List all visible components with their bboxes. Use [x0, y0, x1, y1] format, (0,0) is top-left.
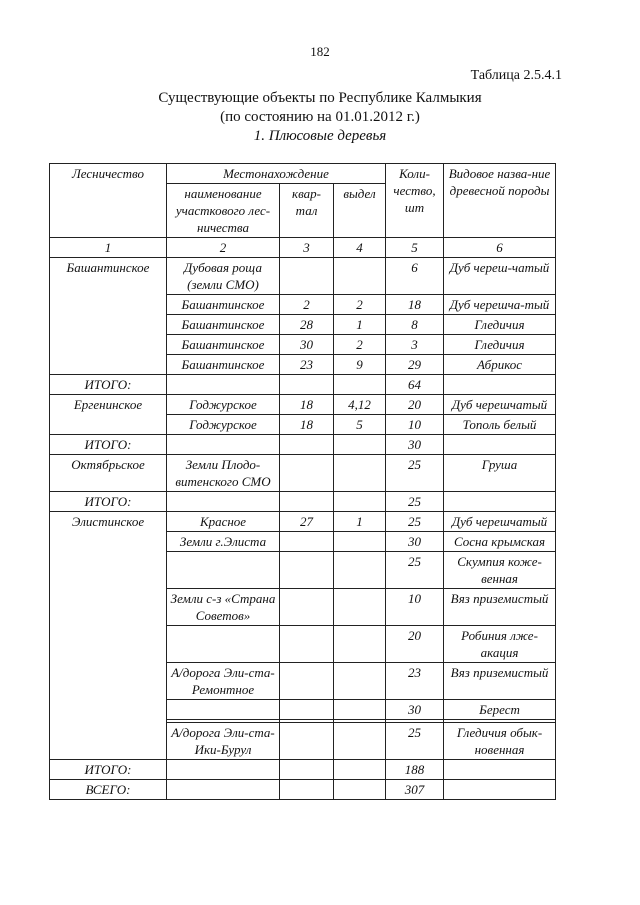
table-row — [50, 700, 556, 720]
cell-qty: 29 — [386, 355, 444, 375]
cell-species: Вяз приземистый — [444, 663, 556, 700]
cell-qty: 3 — [386, 335, 444, 355]
header-forestry: Лесничество — [50, 164, 167, 238]
cell-allotment — [334, 780, 386, 800]
cell-quarter — [280, 375, 334, 395]
table-row — [50, 355, 556, 375]
cell-quarter — [280, 723, 334, 760]
column-number: 3 — [280, 238, 334, 258]
table-row — [50, 375, 556, 395]
cell-name: Башантинское — [167, 335, 280, 355]
cell-forestry — [50, 700, 167, 720]
cell-name: Башантинское — [167, 355, 280, 375]
table-row — [50, 455, 556, 492]
cell-forestry — [50, 295, 167, 315]
cell-allotment — [334, 435, 386, 455]
column-number: 4 — [334, 238, 386, 258]
cell-species: Гледичия обык-новенная — [444, 723, 556, 760]
cell-species: Дуб череш-чатый — [444, 258, 556, 295]
cell-qty: 25 — [386, 512, 444, 532]
cell-allotment — [334, 258, 386, 295]
cell-allotment — [334, 375, 386, 395]
cell-allotment: 2 — [334, 295, 386, 315]
table-row — [50, 395, 556, 415]
cell-name — [167, 492, 280, 512]
page-title: Существующие объекты по Республике Калмыкия — [158, 90, 482, 106]
cell-name — [167, 435, 280, 455]
cell-species: Сосна крымская — [444, 532, 556, 552]
table-row — [50, 723, 556, 760]
table-row — [50, 415, 556, 435]
cell-quarter — [280, 455, 334, 492]
cell-qty: 6 — [386, 258, 444, 295]
cell-qty: 30 — [386, 435, 444, 455]
cell-species: Дуб черешчатый — [444, 395, 556, 415]
cell-forestry — [50, 532, 167, 552]
cell-allotment: 1 — [334, 315, 386, 335]
column-number: 2 — [167, 238, 280, 258]
cell-forestry — [50, 663, 167, 700]
table-row — [50, 532, 556, 552]
cell-name: Годжурское — [167, 395, 280, 415]
cell-qty: 307 — [386, 780, 444, 800]
cell-forestry: ИТОГО: — [50, 435, 167, 455]
cell-qty: 8 — [386, 315, 444, 335]
table-row — [50, 258, 556, 295]
cell-allotment — [334, 492, 386, 512]
table-row — [50, 760, 556, 780]
cell-forestry — [50, 415, 167, 435]
cell-species: Скумпия коже-венная — [444, 552, 556, 589]
cell-quarter — [280, 532, 334, 552]
cell-qty: 10 — [386, 415, 444, 435]
cell-qty: 30 — [386, 532, 444, 552]
table-row — [50, 552, 556, 589]
table-row — [50, 512, 556, 532]
cell-allotment — [334, 700, 386, 720]
cell-forestry — [50, 552, 167, 589]
cell-allotment — [334, 532, 386, 552]
cell-species: Тополь белый — [444, 415, 556, 435]
cell-species: Дуб черешчатый — [444, 512, 556, 532]
cell-forestry: Элистинское — [50, 512, 167, 532]
cell-species — [444, 780, 556, 800]
table-row — [50, 492, 556, 512]
cell-qty: 20 — [386, 395, 444, 415]
cell-quarter — [280, 552, 334, 589]
cell-name: Земли Плодо-витенского СМО — [167, 455, 280, 492]
cell-forestry — [50, 335, 167, 355]
cell-species: Вяз приземистый — [444, 589, 556, 626]
cell-qty: 188 — [386, 760, 444, 780]
header-location: Местонахождение — [167, 164, 386, 184]
header-quarter: квар-тал — [280, 184, 334, 238]
header-row — [50, 164, 556, 184]
cell-name: Башантинское — [167, 295, 280, 315]
cell-name: А/дорога Эли-ста-Ики-Бурул — [167, 723, 280, 760]
cell-quarter — [280, 780, 334, 800]
cell-forestry: ВСЕГО: — [50, 780, 167, 800]
column-number: 1 — [50, 238, 167, 258]
cell-name: Земли г.Элиста — [167, 532, 280, 552]
cell-quarter: 28 — [280, 315, 334, 335]
page-subtitle: (по состоянию на 01.01.2012 г.) — [220, 109, 420, 125]
cell-qty: 23 — [386, 663, 444, 700]
cell-allotment — [334, 663, 386, 700]
cell-allotment: 1 — [334, 512, 386, 532]
cell-forestry: Ергенинское — [50, 395, 167, 415]
cell-species: Абрикос — [444, 355, 556, 375]
table-row — [50, 335, 556, 355]
cell-forestry — [50, 355, 167, 375]
table-row — [50, 780, 556, 800]
table-row — [50, 589, 556, 626]
table-row — [50, 435, 556, 455]
cell-quarter — [280, 258, 334, 295]
cell-forestry — [50, 315, 167, 335]
cell-species — [444, 375, 556, 395]
cell-qty: 25 — [386, 492, 444, 512]
cell-allotment — [334, 589, 386, 626]
section-heading: 1. Плюсовые деревья — [253, 128, 387, 144]
cell-quarter — [280, 589, 334, 626]
cell-quarter — [280, 700, 334, 720]
cell-qty: 25 — [386, 723, 444, 760]
cell-name — [167, 760, 280, 780]
cell-quarter — [280, 435, 334, 455]
cell-species: Груша — [444, 455, 556, 492]
header-district-name: наименование участкового лес-ничества — [167, 184, 280, 238]
cell-forestry: ИТОГО: — [50, 760, 167, 780]
cell-forestry — [50, 589, 167, 626]
cell-species: Берест — [444, 700, 556, 720]
cell-forestry: Башантинское — [50, 258, 167, 295]
table-row — [50, 315, 556, 335]
cell-species: Дуб черешча-тый — [444, 295, 556, 315]
table-number: Таблица 2.5.4.1 — [470, 68, 562, 83]
cell-qty: 10 — [386, 589, 444, 626]
cell-quarter: 2 — [280, 295, 334, 315]
table-row — [50, 295, 556, 315]
cell-quarter — [280, 492, 334, 512]
cell-quarter: 18 — [280, 415, 334, 435]
cell-allotment — [334, 552, 386, 589]
cell-species — [444, 492, 556, 512]
plus-trees-table — [49, 163, 556, 800]
cell-allotment — [334, 455, 386, 492]
cell-name: Дубовая роща (земли СМО) — [167, 258, 280, 295]
cell-species: Робиния лже-акация — [444, 626, 556, 663]
cell-forestry — [50, 626, 167, 663]
cell-quarter: 27 — [280, 512, 334, 532]
cell-allotment: 5 — [334, 415, 386, 435]
cell-qty: 20 — [386, 626, 444, 663]
cell-forestry: Октябрьское — [50, 455, 167, 492]
cell-allotment — [334, 723, 386, 760]
cell-quarter — [280, 760, 334, 780]
cell-qty: 25 — [386, 552, 444, 589]
cell-species — [444, 435, 556, 455]
cell-species: Гледичия — [444, 335, 556, 355]
cell-qty: 30 — [386, 700, 444, 720]
table-row — [50, 626, 556, 663]
cell-name: Земли с-з «Страна Советов» — [167, 589, 280, 626]
cell-forestry: ИТОГО: — [50, 492, 167, 512]
cell-name: Башантинское — [167, 315, 280, 335]
cell-forestry — [50, 723, 167, 760]
cell-quarter — [280, 663, 334, 700]
header-species: Видовое назва-ние древесной породы — [444, 164, 556, 238]
cell-quarter — [280, 626, 334, 663]
cell-name — [167, 626, 280, 663]
cell-name: Красное — [167, 512, 280, 532]
header-allotment: выдел — [334, 184, 386, 238]
cell-species: Гледичия — [444, 315, 556, 335]
cell-qty: 64 — [386, 375, 444, 395]
column-number: 6 — [444, 238, 556, 258]
cell-allotment: 9 — [334, 355, 386, 375]
cell-name: Годжурское — [167, 415, 280, 435]
cell-qty: 18 — [386, 295, 444, 315]
cell-allotment: 4,12 — [334, 395, 386, 415]
cell-allotment — [334, 760, 386, 780]
column-numbers-row — [50, 238, 556, 258]
cell-quarter: 23 — [280, 355, 334, 375]
cell-quarter: 18 — [280, 395, 334, 415]
cell-species — [444, 760, 556, 780]
cell-forestry: ИТОГО: — [50, 375, 167, 395]
page-number: 182 — [310, 44, 330, 59]
cell-name — [167, 375, 280, 395]
column-number: 5 — [386, 238, 444, 258]
cell-qty: 25 — [386, 455, 444, 492]
cell-name — [167, 780, 280, 800]
table-row — [50, 663, 556, 700]
header-quantity: Коли-чество, шт — [386, 164, 444, 238]
cell-name — [167, 552, 280, 589]
cell-allotment — [334, 626, 386, 663]
cell-name — [167, 700, 280, 720]
cell-allotment: 2 — [334, 335, 386, 355]
cell-name: А/дорога Эли-ста-Ремонтное — [167, 663, 280, 700]
cell-quarter: 30 — [280, 335, 334, 355]
